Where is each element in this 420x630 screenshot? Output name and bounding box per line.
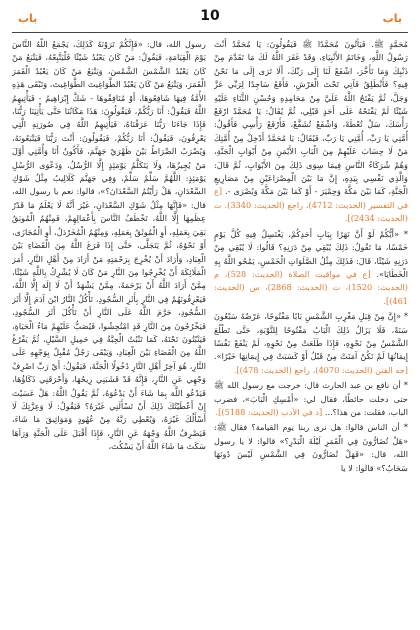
header-right-label: باب bbox=[382, 12, 402, 25]
paragraph-text: * «أَيُّكُمْ لَوْ أَنَّ نَهَرًا بِبَابِ أَحَدِكُمْ، يَغْتَسِلُ فِيهِ كُلَّ يَوْمٍ خَمْسًا، مَا تَقُولُ: ذَلِكَ يُبْقِي مِنْ دَرَنِهِ؟ قَالُوا: لَا يُبْقِي مِنْ دَرَنِهِ شَيْئًا، قَالَ: فَذَلِكَ مِثْلُ الصَّلَوَاتِ الْخَمْسِ، يَمْحُو اللَّهُ بِهِ الْخَطَايَا». bbox=[214, 228, 408, 279]
header-left-label: باب bbox=[18, 12, 38, 25]
paragraph-text: * «إِنَّ مِنْ قِبَلِ مَغْرِبِ الشَّمْسِ بَابًا مَفْتُوحًا، عَرْضُهُ سَبْعُونَ سَنَةً، فَلَا يَزَالُ ذَلِكَ الْبَابُ مَفْتُوحًا لِلتَّوْبَةِ، حَتَّى تَطْلُعَ الشَّمْسُ مِنْ نَحْوِهِ، فَإِذَا طَلَعَتْ مِنْ نَحْوِهِ، لَمْ يَنْفَعْ نَفْسًا إِيمَانُهَا لَمْ تَكُنْ آمَنَتْ مِنْ قَبْلُ أَوْ كَسَبَتْ فِي إِيمَانِهَا خَيْرًا». bbox=[214, 311, 408, 362]
paragraph-text: رسول الله، قال: «فَإِنَّكُمْ تَرَوْنَهُ كَذَلِكَ، يَجْمَعُ اللَّهُ النَّاسَ يَوْمَ الْقِيَامَةِ، فَيَقُولُ: مَنْ كَانَ يَعْبُدُ شَيْئًا فَلْيَتَّبِعْهُ، فَيَتْبَعُ مَنْ كَانَ يَعْبُدُ الشَّمْسَ الشَّمْسَ، وَيَتْبَعُ مَنْ كَانَ يَعْبُدُ الْقَمَرَ الْقَمَرَ، وَيَتْبَعُ مَنْ كَانَ يَعْبُدُ الطَّوَاغِيتَ الطَّوَاغِيتَ، وَتَبْقَى هَذِهِ الأُمَّةُ فِيهَا شَافِعُوهَا، أَوْ مُنَافِقُوهَا - شَكَّ إِبْرَاهِيمُ - فَيَأْتِيهِمُ اللَّهُ فَيَقُولُ: أَنَا رَبُّكُمْ، فَيَقُولُونَ: هَذَا مَكَانُنَا حَتَّى يَأْتِيَنَا رَبُّنَا، فَإِذَا جَاءَنَا رَبُّنَا عَرَفْنَاهُ، فَيَأْتِيهِمُ اللَّهُ فِي صُورَتِهِ الَّتِي يَعْرِفُونَ، فَيَقُولُ: أَنَا رَبُّكُمْ، فَيَقُولُونَ: أَنْتَ رَبُّنَا فَيَتْبَعُونَهُ، وَيُضْرَبُ الصِّرَاطُ بَيْنَ ظَهْرَيْ جَهَنَّمَ، فَأَكُونُ أَنَا وَأُمَّتِي أَوَّلَ مَنْ يُجِيزُهَا، وَلَا يَتَكَلَّمُ يَوْمَئِذٍ إِلَّا الرُّسُلُ، وَدَعْوَى الرُّسُلِ يَوْمَئِذٍ: اللَّهُمَّ سَلِّمْ سَلِّمْ، وَفِي جَهَنَّمَ كَلَالِيبُ مِثْلُ شَوْكِ السَّعْدَانِ، هَلْ رَأَيْتُمُ السَّعْدَانَ؟»، قالوا: نعم يا رسول الله، قال: «فَإِنَّهَا مِثْلُ شَوْكِ السَّعْدَانِ، غَيْرَ أَنَّهُ لَا يَعْلَمُ مَا قَدْرُ عِظَمِهَا إِلَّا اللَّهُ، تَخْطَفُ النَّاسَ بِأَعْمَالِهِمْ، فَمِنْهُمُ الْمُوبَقُ بَقِيَ بِعَمَلِهِ، أَوِ الْمُوثَقُ بِعَمَلِهِ، وَمِنْهُمُ الْمُخَرْدَلُ، أَوِ الْمُجَازَى، أَوْ نَحْوُهُ، ثُمَّ يَتَجَلَّى، حَتَّى إِذَا فَرَغَ اللَّهُ مِنَ الْقَضَاءِ بَيْنَ الْعِبَادِ، وَأَرَادَ أَنْ يُخْرِجَ بِرَحْمَتِهِ مَنْ أَرَادَ مِنْ أَهْلِ النَّارِ، أَمَرَ الْمَلَائِكَةَ أَنْ يُخْرِجُوا مِنَ النَّارِ مَنْ كَانَ لَا يُشْرِكُ بِاللَّهِ شَيْئًا، مِمَّنْ أَرَادَ اللَّهُ أَنْ يَرْحَمَهُ، مِمَّنْ يَشْهَدُ أَنْ لَا إِلَهَ إِلَّا اللَّهُ، فَيَعْرِفُونَهُمْ فِي النَّارِ بِأَثَرِ السُّجُودِ، تَأْكُلُ النَّارُ ابْنَ آدَمَ إِلَّا أَثَرَ السُّجُودِ، حَرَّمَ اللَّهُ عَلَى النَّارِ أَنْ تَأْكُلَ أَثَرَ السُّجُودِ، فَيَخْرُجُونَ مِنَ النَّارِ قَدِ امْتُحِشُوا، فَيُصَبُّ عَلَيْهِمْ مَاءُ الْحَيَاةِ، فَيَنْبُتُونَ تَحْتَهُ، كَمَا تَنْبُتُ الْحِبَّةُ فِي حَمِيلِ السَّيْلِ، ثُمَّ يَفْرُغُ اللَّهُ مِنَ الْقَضَاءِ بَيْنَ الْعِبَادِ، وَيَبْقَى رَجُلٌ مُقْبِلٌ بِوَجْهِهِ عَلَى النَّارِ، هُوَ آخِرُ أَهْلِ النَّارِ دُخُولًا الْجَنَّةَ، فَيَقُولُ: أَيْ رَبِّ اصْرِفْ وَجْهِي عَنِ النَّارِ، فَإِنَّهُ قَدْ قَشَبَنِي رِيحُهَا، وَأَحْرَقَنِي ذَكَاؤُهَا، فَيَدْعُو اللَّهَ بِمَا شَاءَ أَنْ يَدْعُوَهُ، ثُمَّ يَقُولُ اللَّهُ: هَلْ عَسَيْتَ إِنْ أَعْطَيْتُكَ ذَلِكَ أَنْ تَسْأَلَنِي غَيْرَهُ؟ فَيَقُولُ: لَا وَعِزَّتِكَ لَا أَسْأَلُكَ غَيْرَهُ، وَيُعْطِي رَبَّهُ مِنْ عُهُودٍ وَمَوَاثِيقَ مَا شَاءَ، فَيَصْرِفُ اللَّهُ وَجْهَهُ عَنِ النَّارِ، فَإِذَا أَقْبَلَ عَلَى الْجَنَّةِ وَرَآهَا سَكَتَ مَا شَاءَ اللَّهُ أَنْ يَسْكُتَ، bbox=[12, 39, 206, 452]
paragraph bbox=[214, 310, 408, 377]
text-columns bbox=[12, 38, 408, 624]
paragraph-text: مُحَمَّدٍ ﷺ. فَيَأْتُونَ مُحَمَّدًا ﷺ فَيَقُولُونَ: يَا مُحَمَّدُ أَنْتَ رَسُولُ اللَّهِ، وَخَاتَمُ الأَنْبِيَاءِ، وَقَدْ غَفَرَ اللَّهُ لَكَ مَا تَقَدَّمَ مِنْ ذَنْبِكَ وَمَا تَأَخَّرَ، اشْفَعْ لَنَا إِلَى رَبِّكَ، أَلَا تَرَى إِلَى مَا نَحْنُ فِيهِ؟ فَأَنْطَلِقُ فَآتِي تَحْتَ الْعَرْشِ، فَأَقَعُ سَاجِدًا لِرَبِّي عَزَّ وَجَلَّ، ثُمَّ يَفْتَحُ اللَّهُ عَلَيَّ مِنْ مَحَامِدِهِ وَحُسْنِ الثَّنَاءِ عَلَيْهِ شَيْئًا لَمْ يَفْتَحْهُ عَلَى أَحَدٍ قَبْلِي، ثُمَّ يُقَالُ: يَا مُحَمَّدُ ارْفَعْ رَأْسَكَ، سَلْ تُعْطَهْ، وَاشْفَعْ تُشَفَّعْ، فَأَرْفَعُ رَأْسِي فَأَقُولُ: أُمَّتِي يَا رَبِّ، أُمَّتِي يَا رَبِّ، فَيُقَالُ: يَا مُحَمَّدُ أَدْخِلْ مِنْ أُمَّتِكَ مَنْ لَا حِسَابَ عَلَيْهِمْ مِنَ الْبَابِ الأَيْمَنِ مِنْ أَبْوَابِ الْجَنَّةِ، وَهُمْ شُرَكَاءُ النَّاسِ فِيمَا سِوَى ذَلِكَ مِنَ الأَبْوَابِ، ثُمَّ قَالَ: وَالَّذِي نَفْسِي بِيَدِهِ، إِنَّ مَا بَيْنَ الْمِصْرَاعَيْنِ مِنْ مَصَارِيعِ الْجَنَّةِ، كَمَا بَيْنَ مَكَّةَ وَحِمْيَرَ - أَوْ كَمَا بَيْنَ مَكَّةَ وَبُصْرَى -. bbox=[214, 39, 408, 197]
right-column bbox=[214, 38, 408, 624]
hadith-reference: [جه الفتن (الحديث: 4070)، راجع (الحديث: 478)]. bbox=[233, 364, 408, 375]
paragraph bbox=[214, 379, 408, 419]
hadith-reference: [ع في مواقيت الصلاة (الحديث: 528)، م (الحديث: 1520)، ت (الحديث: 2868)، س (الحديث: 461)]. bbox=[214, 268, 408, 306]
hadith-reference: [د في الأدب (الحديث: 5188)]. bbox=[215, 406, 323, 417]
paragraph-text: * أن الناس قالوا: هل نرى ربنا يوم القيامة؟ فقال ﷺ: «هَلْ تُضَارُّونَ فِي الْقَمَرِ لَيْلَةَ الْبَدْرِ؟» قالوا: لا يا رسول الله، قال: «فَهَلْ تُضَارُّونَ فِي الشَّمْسِ لَيْسَ دُونَهَا سَحَابٌ؟» قالوا: لا يا bbox=[214, 422, 408, 473]
paragraph bbox=[214, 228, 408, 308]
paragraph bbox=[12, 38, 206, 454]
hadith-reference: [ع في التفسير (الحديث: 4712)، راجع (الحديث: 3340). ت (الحديث: 2434)]. bbox=[214, 186, 408, 224]
left-column bbox=[12, 38, 206, 624]
page-number: 10 bbox=[200, 8, 220, 24]
paragraph bbox=[214, 38, 408, 226]
header-rule bbox=[12, 32, 408, 33]
paragraph bbox=[214, 421, 408, 475]
paragraph-text: * أن نافع بن عبد الحارث قال: خرجت مع رسول الله ﷺ حتى دخلت حائطًا، فقال لي: «أَمْسِكِ الْبَابَ»، فضرب الباب، فقلت: من هذا؟... bbox=[214, 380, 408, 417]
page-header bbox=[0, 8, 420, 32]
